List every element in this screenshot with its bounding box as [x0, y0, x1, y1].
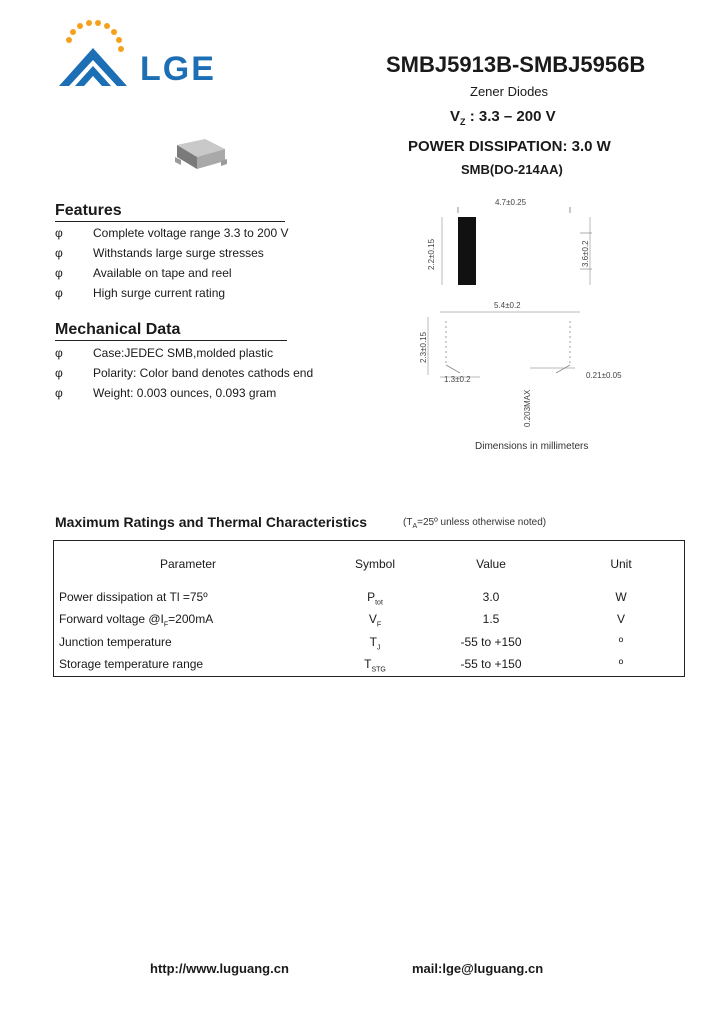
- package-image: [175, 135, 230, 180]
- table-cell-value: 3.0: [482, 590, 500, 604]
- cathode-band: [458, 217, 476, 285]
- table-cell-unit: º: [618, 657, 624, 671]
- table-cell-symbol: $P_{tot}$: [367, 590, 383, 607]
- list-item: φ Available on tape and reel: [55, 266, 232, 280]
- list-item: φ High surge current rating: [55, 286, 226, 300]
- table-cell-symbol: $T_J$: [369, 635, 381, 652]
- ratings-title: Maximum Ratings and Thermal Characteristics: [55, 514, 367, 530]
- dim-right-height: 3.6±0.2: [581, 240, 590, 267]
- mechanical-heading: Mechanical Data: [55, 321, 287, 341]
- zener-voltage-range: $V_Z$ : 3.3 – 200 V: [450, 108, 556, 127]
- table-cell-parameter: Storage temperature range: [59, 657, 204, 671]
- table-cell-parameter: Junction temperature: [59, 635, 172, 649]
- table-cell-parameter: Forward voltage $@I_F=200mA$: [59, 612, 214, 629]
- part-range-title: SMBJ5913B-SMBJ5956B: [386, 52, 646, 77]
- column-header-value: Value: [476, 557, 506, 571]
- brand-name: LGE: [140, 50, 216, 88]
- table-cell-unit: º: [618, 635, 624, 649]
- dim-lead-thickness: 0.21±0.05: [586, 371, 622, 380]
- dim-body-width: 5.4±0.2: [494, 301, 521, 310]
- dimension-note: Dimensions in millimeters: [475, 441, 589, 452]
- list-item: φ Polarity: Color band denotes cathods end: [55, 366, 314, 380]
- footer-website-link[interactable]: http://www.luguang.cn: [150, 961, 289, 976]
- column-header-unit: Unit: [610, 557, 632, 571]
- dim-body-height: 2.3±0.15: [419, 331, 428, 363]
- table-cell-unit: V: [616, 612, 626, 626]
- table-cell-parameter: Power dissipation at Tl =75º: [59, 590, 208, 604]
- package-type: SMB(DO-214AA): [461, 162, 563, 177]
- footer-email-link[interactable]: mail:lge@luguang.cn: [412, 961, 544, 976]
- table-cell-unit: W: [615, 590, 627, 604]
- list-item: φ Case:JEDEC SMB,molded plastic: [55, 346, 274, 360]
- ratings-table: [53, 540, 685, 677]
- column-header-parameter: Parameter: [159, 557, 217, 571]
- dim-max-spec: 0.203MAX: [523, 389, 532, 427]
- list-item: φ Weight: 0.003 ounces, 0.093 gram: [55, 386, 277, 400]
- list-item: φ Withstands large surge stresses: [55, 246, 264, 260]
- dim-lead-length: 1.3±0.2: [444, 375, 471, 384]
- list-item: φ Complete voltage range 3.3 to 200 V: [55, 226, 289, 240]
- table-cell-symbol: $V_F$: [368, 612, 382, 629]
- dim-left-height: 2.2±0.15: [427, 238, 436, 270]
- features-heading: Features: [55, 202, 285, 222]
- ratings-note: ($T_A=25º$ unless otherwise noted): [403, 517, 547, 530]
- power-dissipation: POWER DISSIPATION: 3.0 W: [408, 138, 611, 155]
- dim-top-width: 4.7±0.25: [495, 198, 527, 207]
- column-header-symbol: Symbol: [354, 557, 396, 571]
- dimension-drawing: [420, 195, 640, 445]
- table-cell-symbol: $T_{STG}$: [364, 657, 386, 674]
- product-subtitle: Zener Diodes: [470, 84, 549, 99]
- table-cell-value: -55 to +150: [460, 635, 522, 649]
- brand-logo: [55, 20, 135, 95]
- table-cell-value: 1.5: [482, 612, 500, 626]
- table-cell-value: -55 to +150: [460, 657, 522, 671]
